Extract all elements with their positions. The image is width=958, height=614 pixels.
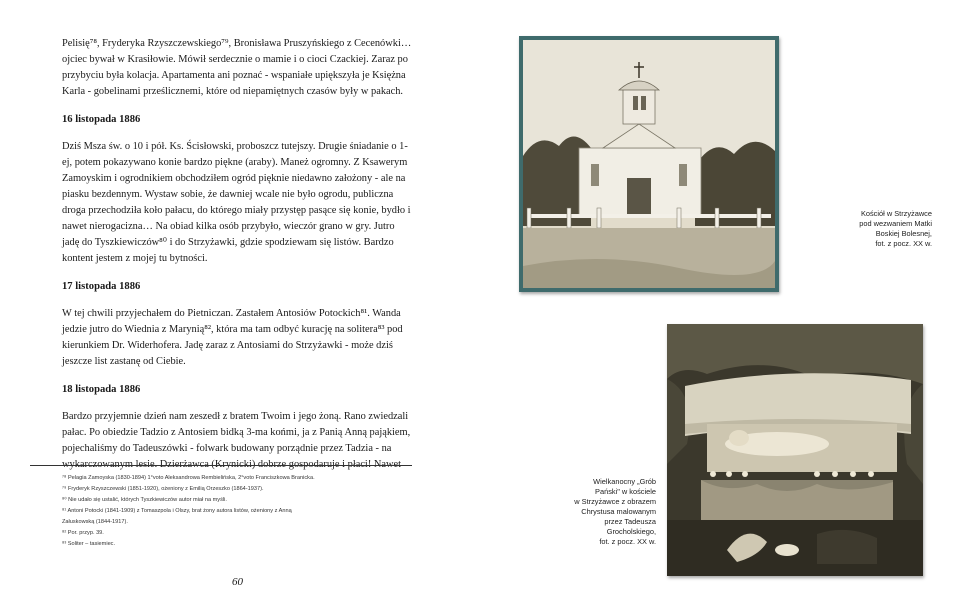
date-heading-18-nov: 18 listopada 1886 (62, 384, 141, 395)
diary-text (62, 36, 414, 485)
caption-line: Chrystusa malowanym (581, 507, 656, 516)
paragraph-1: Pelisię⁷⁸, Fryderyka Rzyszczewskiego⁷⁹, Bronisława Pruszyńskiego z Cecenówki… ojciec bywał w Krasiłowie. Mówił serdecznie o mamie i o cioci Czackiej. Zaraz po przybyciu była kolacja. Apartamenta ani poznać - wspaniałe upiększyła je Księżna Karla - gobelinami prześlicznemi, które od niepamiętnych czasów były w pakach. (62, 38, 412, 97)
footnotes (62, 473, 392, 550)
caption-line: przez Tadeusza (604, 517, 656, 526)
footnote-78: ⁷⁸ Pelagia Zamoyska (1830-1894) 1°voto Aleksandrowa Rembielińska, 2°voto Franciszkowa Branicka. (62, 475, 315, 481)
easter-tomb-photo (667, 324, 923, 576)
caption-line: fot. z pocz. XX w. (875, 239, 932, 248)
caption-line: Pański" w kościele (595, 487, 656, 496)
date-heading-16-nov: 16 listopada 1886 (62, 114, 141, 125)
church-photo-image (519, 36, 779, 292)
caption-line: fot. z pocz. XX w. (599, 537, 656, 546)
page-number: 60 (232, 576, 243, 588)
footnote-81: ⁸¹ Antoni Potocki (1841-1909) z Tomaszpola i Olszy, brat żony autora listów, ożeniony z Anną (62, 508, 292, 514)
footnote-80: ⁸⁰ Nie udało się ustalić, których Tyszkiewiczów autor miał na myśli. (62, 497, 227, 503)
caption-line: pod wezwaniem Matki (859, 219, 932, 228)
easter-tomb-caption (540, 477, 656, 547)
caption-line: w Strzyżawce z obrazem (574, 497, 656, 506)
caption-line: Kościół w Strzyżawce (860, 209, 932, 218)
footnote-divider (30, 465, 412, 466)
caption-line: Wielkanocny „Grób (593, 477, 656, 486)
easter-tomb-photo-image (667, 324, 923, 576)
footnote-83: ⁸³ Soliter – tasiemiec. (62, 541, 116, 547)
paragraph-3: W tej chwili przyjechałem do Pietniczan. Zastałem Antosiów Potockich⁸¹. Wanda jedzie jutro do Wiednia z Marynią⁸², która ma tam odbyć kurację na solitera⁸³ pod kierunkiem Dr. Widerhofera. Jadę zaraz z Antosiami do Strzyżawki - może dziś jeszcze list zastanę od Ciebie. (62, 308, 403, 367)
paragraph-4: Bardzo przyjemnie dzień nam zeszedł z bratem Twoim i jego żoną. Rano zwiedzali pałac. Po obiedzie Tadzio z Antosiem bidką 3-ma końmi, ja z Panią Anną pająkiem, pojechaliśmy do Tadeuszówki - folwark budowany porządnie przez Tadzia - na (62, 411, 411, 454)
caption-line: Boskiej Bolesnej, (875, 229, 932, 238)
footnote-81-continued: Załuskowską (1844-1917). (62, 519, 128, 525)
church-photo (519, 36, 779, 292)
footnote-82: ⁸² Por. przyp. 39. (62, 530, 104, 536)
caption-line: Grocholskiego, (606, 527, 656, 536)
date-heading-17-nov: 17 listopada 1886 (62, 281, 141, 292)
church-photo-caption (812, 209, 932, 249)
footnote-79: ⁷⁹ Fryderyk Rzyszczewski (1851-1920), ożeniony z Emilią Orzeszko (1864-1937). (62, 486, 264, 492)
paragraph-2: Dziś Msza św. o 10 i pół. Ks. Ścisłowski, proboszcz tutejszy. Drugie śniadanie o 1-ej, potem pokazywano konie bardzo piękne (araby). Maneż ogromny. Z Ksawerym Zamoyskim i ogrodnikiem obchodziłem ogród pięknie niedawno założony - ale na piasku bezdennym. Wystaw sobie, że dawniej wcale nie było ogrodu, publiczna droga przechodziła koło pałacu, do którego miały przystęp pasące się konie, bydło i nawet nierogacizna… Na obiad kilka osób przybyło, wieczór grano w gry. Jutro jadę do Tyszkiewiczów⁸⁰ i do Strzyżawki, gdzie spodziewam się listów. Bardzo kontent jestem z mojej tu bytności. (62, 141, 411, 264)
